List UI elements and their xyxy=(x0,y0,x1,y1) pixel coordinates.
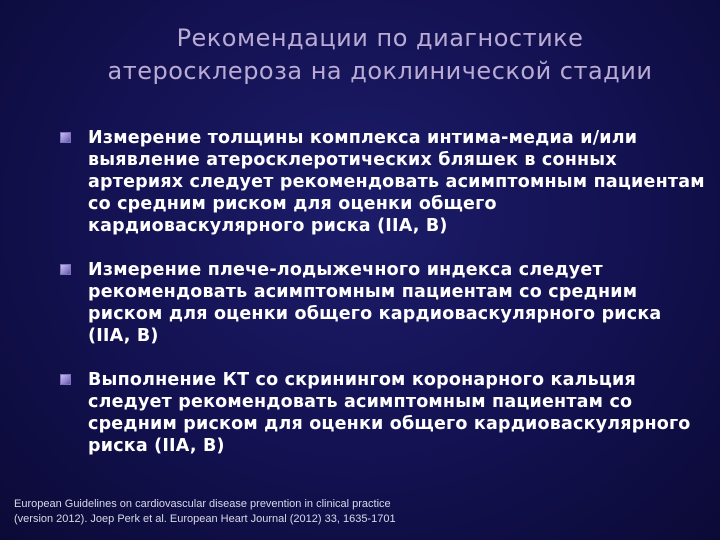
slide-title-line-1: Рекомендации по диагностике xyxy=(176,24,584,52)
reference-footer xyxy=(14,497,514,527)
reference-line-1: European Guidelines on cardiovascular disease prevention in clinical practice xyxy=(14,498,391,510)
reference-line-2: (version 2012). Joep Perk et al. European Heart Journal (2012) 33, 1635-1701 xyxy=(14,513,396,525)
slide-title-line-2: атеросклероза на доклинической стадии xyxy=(107,57,653,85)
bullet-item xyxy=(60,259,710,369)
square-bullet-icon xyxy=(60,132,71,143)
bullet-text: Выполнение КТ со скринингом коронарного кальция следует рекомендовать асимптомным пациентам со средним риском для оценки общего кардиоваскулярного риска (IIA, B) xyxy=(88,370,691,456)
bullet-item xyxy=(60,369,710,457)
square-bullet-icon xyxy=(60,264,71,275)
bullet-item xyxy=(60,127,710,259)
slide-title xyxy=(70,22,690,88)
bullet-list xyxy=(60,127,710,457)
square-bullet-icon xyxy=(60,374,71,385)
bullet-text: Измерение плече-лодыжечного индекса следует рекомендовать асимптомным пациентам со средним риском для оценки общего кардиоваскулярного риска (IIA, B) xyxy=(88,260,662,346)
bullet-text: Измерение толщины комплекса интима-медиа и/или выявление атеросклеротических бляшек в сонных артериях следует рекомендовать асимптомным пациентам со средним риском для оценки общего кардиоваскулярного риска (IIA, B) xyxy=(88,128,705,236)
